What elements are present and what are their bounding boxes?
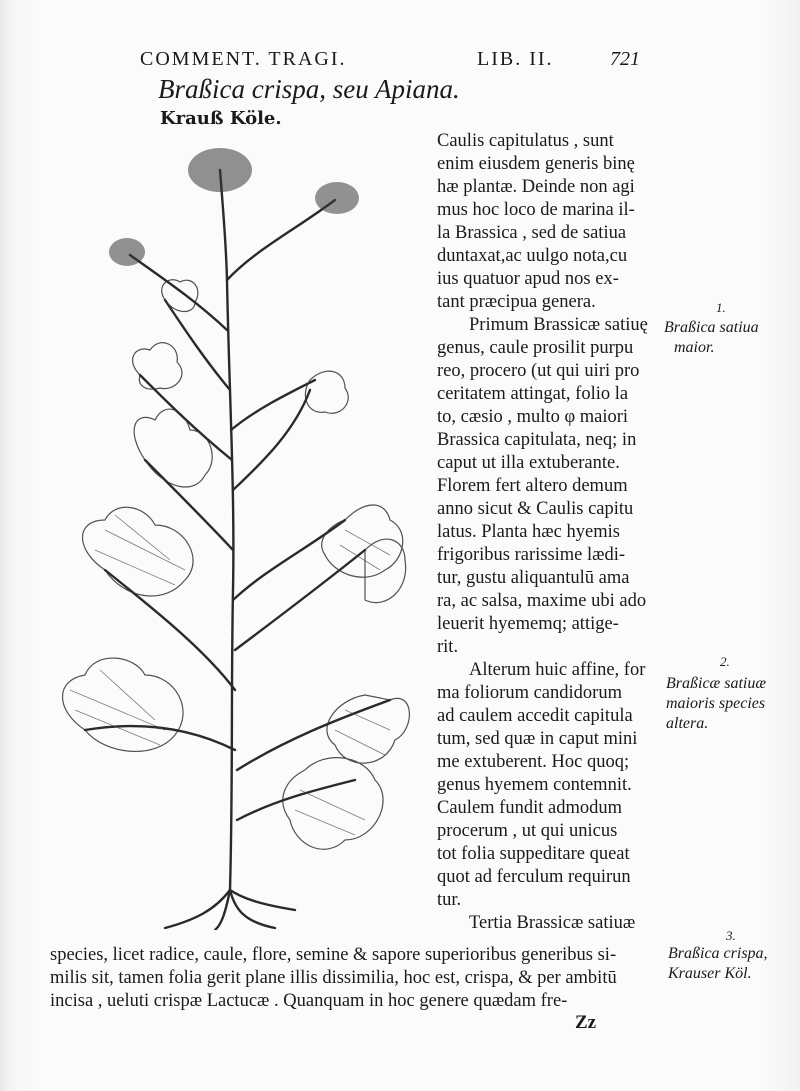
text-line: caput ut illa extuberante. [437,453,620,473]
signature-mark: Zz [575,1012,597,1033]
text-line: tum, sed quæ in caput mini [437,729,638,749]
text-line: Brassica capitulata, neq; in [437,430,637,450]
text-line: tur. [437,890,462,910]
text-line: leuerit hyememq; attige- [437,614,619,634]
text-line: anno sicut & Caulis capitu [437,499,634,519]
text-line: tur, gustu aliquantulū ama [437,568,630,588]
margin-note-number: 3. [726,928,736,943]
text-line: tot folia suppeditare queat [437,844,630,864]
main-text-column [437,130,665,935]
text-line: frigoribus rarissime lædi- [437,545,626,565]
text-line: hæ plantæ. Deinde non agi [437,177,635,197]
brassica-plant-woodcut [45,130,415,930]
margin-note-line: maior. [674,339,715,356]
text-line: quot ad ferculum requirun [437,867,631,887]
full-width-text [50,944,670,1013]
folio-number: 721 [610,48,640,70]
text-line: rit. [437,637,459,657]
text-line: ius quatuor apud nos ex- [437,269,619,289]
text-line: incisa , ueluti crispæ Lactucæ . Quanquam in hoc genere quædam fre- [50,991,568,1011]
running-head-title: COMMENT. TRAGI. [140,48,347,70]
margin-note-3 [668,944,768,984]
text-line: genus, caule prosilit purpu [437,338,634,358]
plant-title: Braßica crispa, seu Apiana. [158,74,460,104]
text-line: duntaxat,ac uulgo nota,cu [437,246,628,266]
text-line: Alterum huic affine, for [469,660,646,680]
text-line: ma foliorum candidorum [437,683,622,703]
text-line: la Brassica , sed de satiua [437,223,627,243]
text-line: milis sit, tamen folia gerit plane illis dissimilia, hoc est, crispa, & per ambitū [50,968,617,988]
text-line: tant præcipua genera. [437,292,596,312]
margin-note-1 [664,318,759,358]
text-line: ra, ac salsa, maxime ubi ado [437,591,647,611]
text-line: to, cæsio , multo φ maiori [437,407,629,427]
margin-note-line: Krauser Köl. [668,965,752,982]
margin-note-number: 1. [716,300,726,315]
margin-note-line: maioris species [666,695,766,712]
german-plant-name: Krauß Köle. [160,108,282,129]
margin-note-number: 2. [720,654,730,669]
woodcut-illustration [45,130,415,930]
text-line: enim eiusdem generis binę [437,154,635,174]
margin-note-line: Braßica satiua [664,319,759,336]
text-line: procerum , ut qui unicus [437,821,618,841]
margin-note-line: altera. [666,715,709,732]
text-line: ceritatem attingat, folio la [437,384,629,404]
margin-note-line: Braßicæ satiuæ [666,675,767,692]
margin-note-line: Braßica crispa, [668,945,768,962]
text-line: Caulem fundit admodum [437,798,622,818]
text-line: Tertia Brassicæ satiuæ [469,913,636,933]
text-line: latus. Planta hæc hyemis [437,522,620,542]
text-line: species, licet radice, caule, flore, semine & sapore superioribus generibus si- [50,945,617,965]
text-line: me extuberent. Hoc quoq; [437,752,630,772]
text-line: Primum Brassicæ satiuę [469,315,648,335]
text-line: ad caulem accedit capitula [437,706,633,726]
text-line: mus hoc loco de marina il- [437,200,635,220]
text-line: Florem fert altero demum [437,476,628,496]
text-line: reo, procero (ut qui uiri pro [437,361,640,381]
text-line: Caulis capitulatus , sunt [437,131,614,151]
text-line: genus hyemem contemnit. [437,775,632,795]
margin-note-2 [666,674,766,734]
running-head-book: LIB. II. [477,48,554,70]
